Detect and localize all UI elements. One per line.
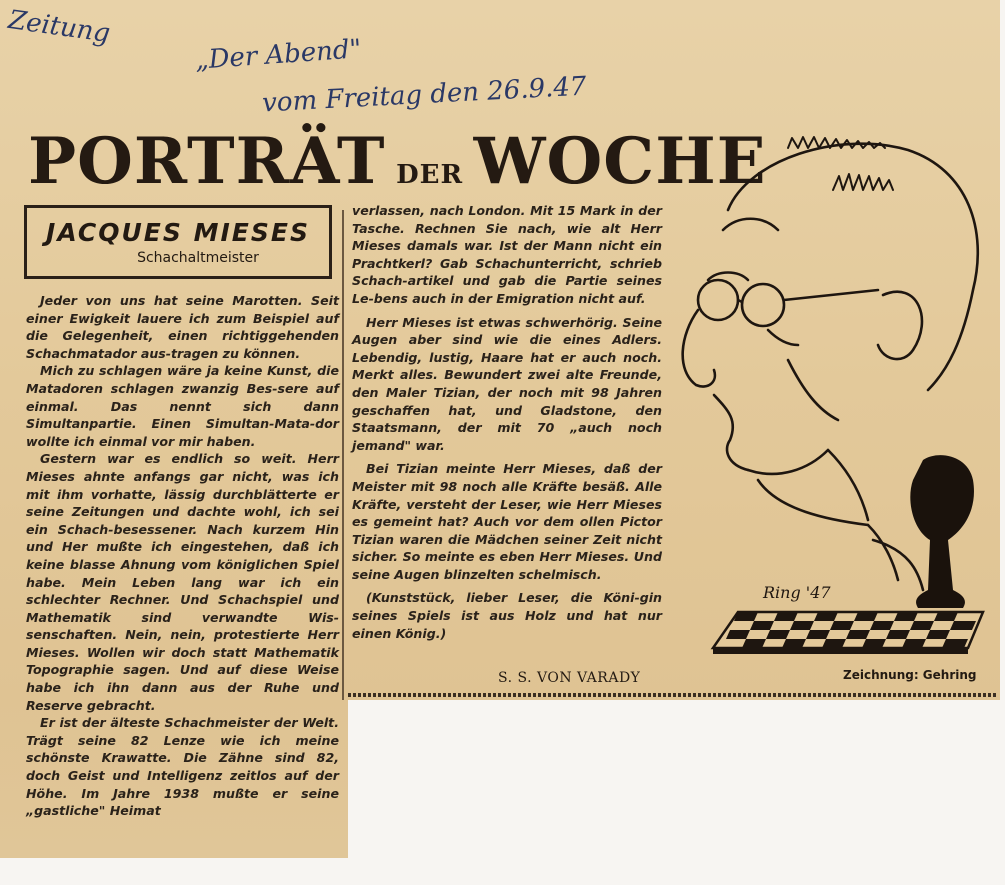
handwritten-note-paper-name: „Der Abend" [194,34,363,76]
artist-signature: Ring '47 [763,583,831,602]
article-column-2 [352,202,662,648]
paragraph: Er ist der älteste Schachmeister der Welt. Trägt seine 82 Lenze wie ich meine schönste Krawatte. Die Zähne sind 82, doch Geist und Intelligenz zeitlos auf der Höhe. Im Jahre 1938 mußte er seine „gastliche" Heimat [26,715,339,819]
author-byline: S. S. VON VARADY [498,670,641,686]
headline [28,124,766,199]
paragraph: Bei Tizian meinte Herr Mieses, daß der Meister mit 98 noch alle Kräfte besäß. Alle Kräfte, versteht der Leser, wie Herr Mieses es gemeint hat? Auch vor dem ollen Pictor Tizian waren die Mädchen seiner Zeit nicht sicher. So meinte es eben Herr Mieses. Und seine Augen blinzelten schelmisch. [352,461,662,582]
handwritten-note-date: vom Freitag den 26.9.47 [261,71,588,119]
subject-subtitle: Schachaltmeister [137,250,259,266]
chess-king-icon [910,455,974,608]
caricature-illustration [668,120,998,670]
bottom-rule [348,693,996,697]
paragraph: verlassen, nach London. Mit 15 Mark in der Tasche. Rechnen Sie nach, wie alt Herr Mieses damals war. Ist der Mann nicht ein Prachtkerl? Gab Schachunterricht, schrieb Schach-artikel und gab die Partie seines Le-bens auch in der Emigration nicht auf. [352,203,662,306]
headline-portraet: PORTRÄT [28,124,386,199]
headline-der: DER [396,160,464,190]
paragraph: Gestern war es endlich so weit. Herr Mieses ahnte anfangs gar nicht, was ich mit ihm vorhatte, lässig durchblätterte er seine Zeitungen und dachte wohl, ich sei ein Schach-besessener. Nach kurzem Hin und Her mußte ich eingestehen, daß ich keine blasse Ahnung vom königlichen Spiel habe. Mein Leben lang war ich ein schlechter Rechner. Und Schachspiel und Mathematik sind verwandte Wis-senschaften. Nein, nein, protestierte Herr Mieses. Wollen wir doch statt Mathematik Topographie sagen. Und auf diese Weise habe ich ihn dann aus der Ruhe und Reserve gebracht. [26,451,339,713]
head-outline [728,144,978,390]
subject-name: JACQUES MIESES [46,218,310,247]
headline-woche: WOCHE [473,124,767,199]
article-column-1 [26,292,339,820]
paragraph: Herr Mieses ist etwas schwerhörig. Seine Augen aber sind wie die eines Adlers. Lebendig, lustig, Haare hat er auch noch. Merkt alles. Bewundert zwei alte Freunde, den Maler Tizian, der noch mit 98 Jahren geschaffen hat, und Gladstone, den Staatsmann, der mit 70 „auch noch jemand" war. [352,314,662,453]
column-divider [342,210,344,700]
illustration-credit: Zeichnung: Gehring [843,668,977,682]
paragraph: (Kunststück, lieber Leser, die Köni-gin seines Spiels ist aus Holz und hat nur einen König.) [352,590,662,641]
paragraph: Mich zu schlagen wäre ja keine Kunst, die Matadoren schlagen zwanzig Bes-sere auf einmal. Das nennt sich dann Simultanpartie. Einen Simultan-Mata-dor wollte ich einmal vor mir haben. [26,363,339,449]
subject-box [24,205,332,279]
chessboard-icon [713,612,983,654]
paragraph: Jeder von uns hat seine Marotten. Seit einer Ewigkeit lauere ich zum Beispiel auf die Gelegenheit, einen richtiggehenden Schachmatador aus-tragen zu können. [26,293,339,361]
handwritten-note-newspaper: Zeitung [6,5,112,49]
